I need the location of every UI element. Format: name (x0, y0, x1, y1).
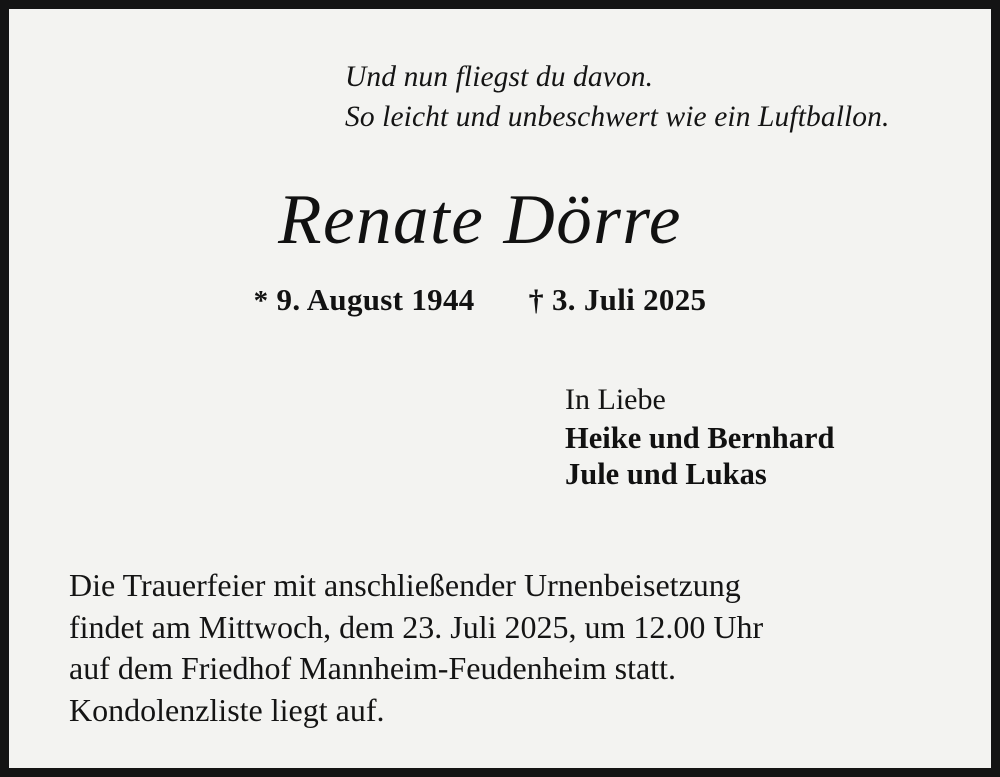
verse-line-2: So leicht und unbeschwert wie ein Luftballon. (345, 101, 890, 134)
life-dates (65, 282, 935, 318)
ceremony-line-4: Kondolenzliste liegt auf. (69, 691, 385, 728)
verse-block (65, 57, 935, 137)
cross-icon: † (528, 284, 544, 318)
birth-date-group (254, 282, 483, 317)
death-date: 3. Juli 2025 (551, 282, 707, 318)
verse-line-1: Und nun fliegst du davon. (345, 61, 654, 93)
survivor-line-2: Jule und Lukas (565, 457, 767, 492)
survivors-block (65, 380, 935, 493)
ceremony-line-3: auf dem Friedhof Mannheim-Feudenheim statt. (69, 650, 676, 687)
ceremony-line-1: Die Trauerfeier mit anschließender Urnenbeisetzung (69, 567, 741, 603)
survivors-lead: In Liebe (565, 383, 666, 417)
star-icon: * (253, 285, 269, 318)
ceremony-line-2: findet am Mittwoch, dem 23. Juli 2025, um 12.00 Uhr (69, 608, 764, 645)
death-date-group (529, 282, 707, 317)
birth-date: 9. August 1944 (276, 282, 475, 318)
survivor-line-1: Heike und Bernhard (565, 420, 835, 455)
name-block (65, 181, 935, 260)
obituary-inner (9, 9, 991, 768)
deceased-name: Renate Dörre (278, 181, 682, 260)
ceremony-block (65, 565, 935, 731)
